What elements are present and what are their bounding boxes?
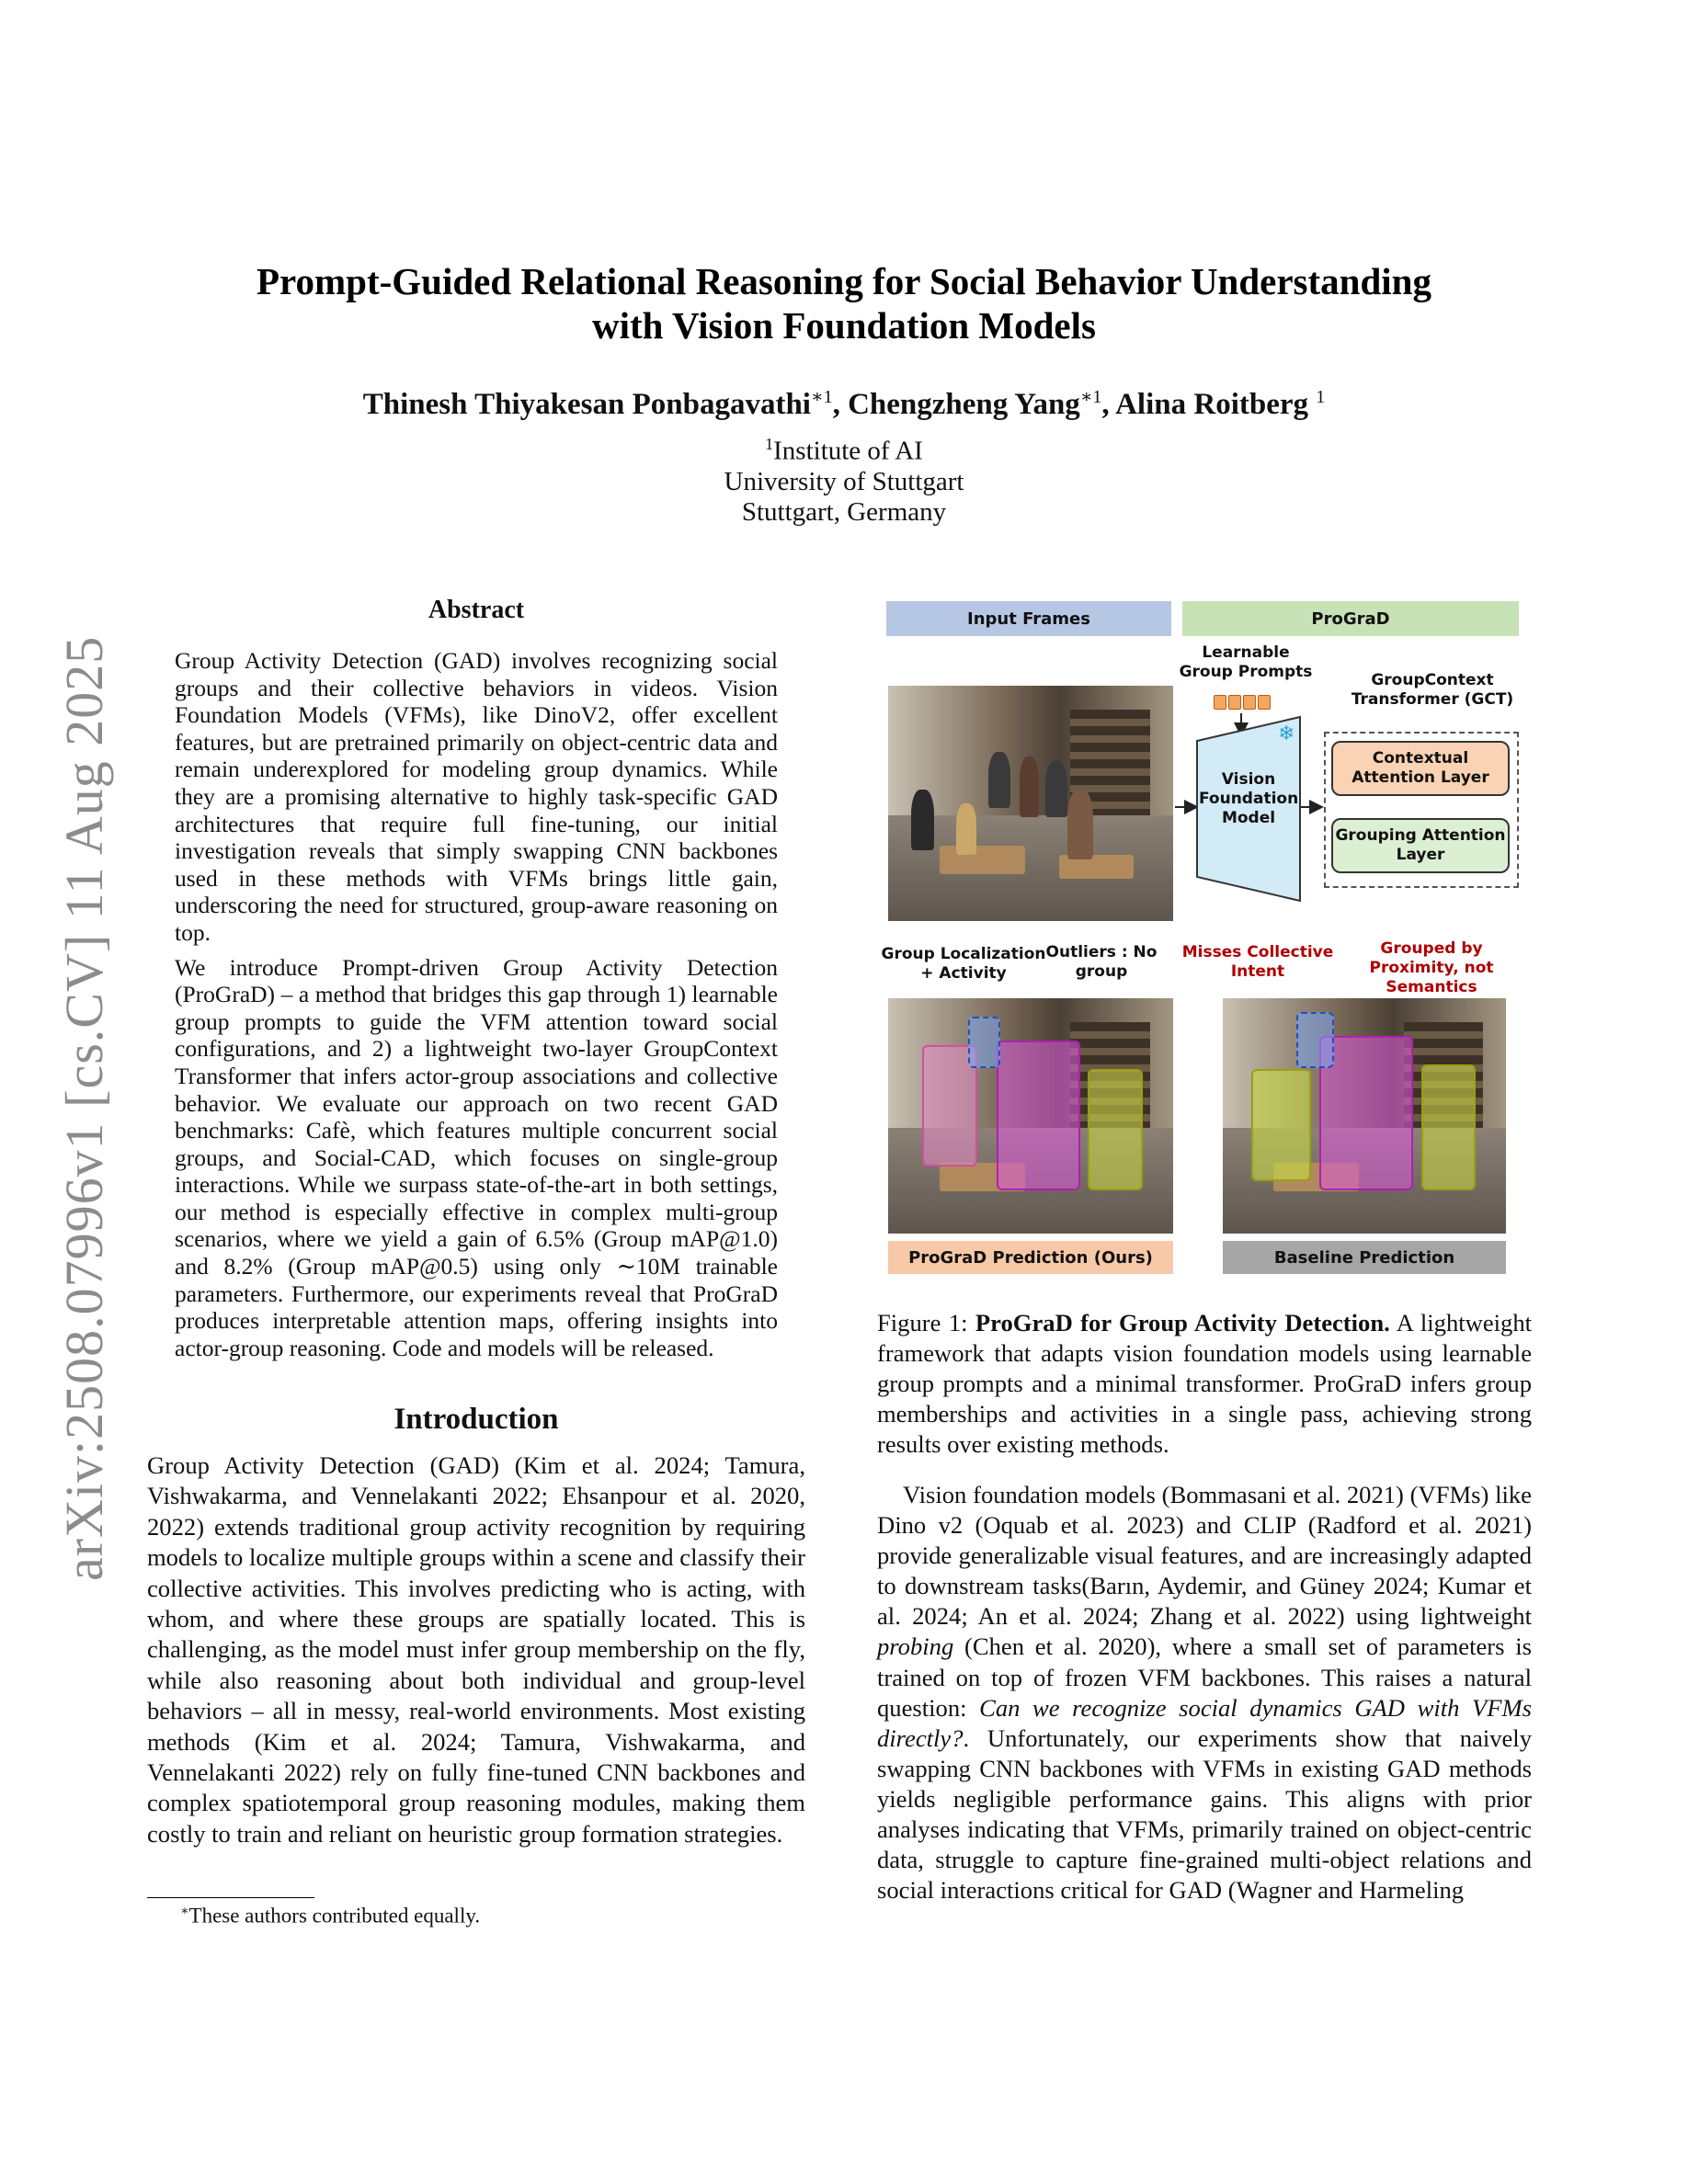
footnote-text: These authors contributed equally. [188,1904,481,1928]
prograd-label: ProGraD [1311,609,1390,629]
proximity-label: Grouped by Proximity, not Semantics [1369,939,1494,996]
author-1: Thinesh Thiyakesan Ponbagavathi [362,388,811,421]
prograd-prediction-image [888,998,1173,1234]
introduction-paragraph-1: Group Activity Detection (GAD) (Kim et al. 2024; Tamura, Vishwakarma, and Vennelakanti 2022; Ehsanpour et al. 2020, 2022) extends traditional group activity recognition by requiring models to localize multiple groups within a scene and classify their collective activities. This involves predicting who is acting, with whom, and where these groups are spatially located. This is challenging, as the model must infer group membership on the fly, while also reasoning about both individual and group-level behaviors – all in messy, real-world environments. Most existing methods (Kim et al. 2024; Tamura, Vishwakarma, and Vennelakanti 2022) rely on fully fine-tuned CNN backbones and complex spatiotemporal group reasoning modules, making them costly to train and reliant on heuristic group formation strategies. [147,1451,805,1848]
right-p1-part-b: (Chen et al. 2020), where a small set of parameters is trained on top of frozen VFM backbones. This raises a natural question: [877,1632,1532,1722]
affiliation-location: Stuttgart, Germany [741,496,947,527]
caption-bold: ProGraD for Group Activity Detection. [975,1309,1390,1337]
caption-text: A lightweight framework that adapts vision foundation models using learnable group prompts and a minimal transformer. ProGraD infers group memberships and activities in a single pass, achieving strong results over existing methods. [877,1309,1533,1458]
author-1-sup: ∗1 [810,387,833,407]
abstract-paragraph-1: Group Activity Detection (GAD) involves recognizing social groups and their collective behaviors in videos. Vision Foundation Models (VFMs), like DinoV2, offer excellent features, but are pretrained primarily on object-centric data and remain underexplored for modeling group dynamics. While they are a promising alternative to highly task-specific GAD architectures that require full fine-tuning, our initial investigation reveals that simply swapping CNN backbones used in these methods with VFMs brings little gain, underscoring the need for structured, group-aware reasoning on top. [175,647,778,946]
figure-caption [877,1308,1532,1460]
author-2: Chengzheng Yang [848,388,1080,421]
author-3-sup: 1 [1316,387,1326,407]
author-3: Alina Roitberg [1115,388,1309,421]
abstract-body [175,647,778,1369]
abstract-heading: Abstract [428,596,525,624]
right-p1-question: Can we recognize social dynamics GAD with VFMs directly? [877,1693,1532,1752]
right-p1-probing: probing [877,1632,954,1661]
author-list: Thinesh Thiyakesan Ponbagavathi$^{∗1}$, Chengzheng Yang$^{∗1}$, Alina Roitberg $^1$ [362,387,1326,421]
outliers-label: Outliers : No group [1045,943,1158,981]
affiliation-university: University of Stuttgart [724,466,964,496]
introduction-heading: Introduction [393,1403,559,1436]
right-p1-part-c: . Unfortunately, our experiments show that naively swapping CNN backbones with VFMs in existing GAD methods yields negligible performance gains. This aligns with prior analyses indicating that VFMs, primarily trained on object-centric data, struggle to capture fine-grained multi-object relations and social interactions critical for GAD (Wagner and Harmeling [877,1723,1532,1905]
footnote [180,1904,480,1928]
title-line-1: Prompt-Guided Relational Reasoning for Social Behavior Understanding [257,260,1431,302]
vfm-label: Vision Foundation Model [1199,770,1299,827]
introduction-body [147,1450,805,1849]
affiliation-institute: Institute of AI [773,436,923,466]
affiliation [138,429,1550,528]
contextual-attention-layer: Contextual Attention Layer [1331,741,1510,796]
baseline-caption-bar: Baseline Prediction [1223,1241,1506,1274]
footnote-sup: ∗ [180,1905,189,1918]
author-2-sup: ∗1 [1079,387,1102,407]
affiliation-sup: 1 [765,435,774,453]
right-p1-part-a: Vision foundation models (Bommasani et al. 2021) (VFMs) like Dino v2 (Oquab et al. 2023) and CLIP (Radford et al. 2021) provide generalizable visual features, and are increasingly adapted to downstream tasks(Barın, Aydemir, and Güney 2024; Kumar et al. 2024; An et al. 2024; Zhang et al. 2022) using lightweight [877,1481,1532,1631]
grouping-attention-layer: Grouping Attention Layer [1331,818,1510,873]
learnable-prompts-label: Learnable Group Prompts [1179,643,1313,681]
caption-label: Figure 1: [877,1309,968,1337]
frozen-icon: ❄ [1278,722,1295,745]
right-column-body [877,1480,1532,1905]
arxiv-stamp: arXiv:2508.07996v1 [cs.CV] 11 Aug 2025 [54,635,114,1581]
input-frames-label: Input Frames [967,609,1090,629]
baseline-prediction-image [1223,998,1506,1234]
abstract-paragraph-2: We introduce Prompt-driven Group Activity Detection (ProGraD) – a method that bridges this gap through 1) learnable group prompts to guide the VFM attention toward social configurations, and 2) a lightweight two-layer GroupContext Transformer that infers actor-group associations and collective behavior. We evaluate our approach on two recent GAD benchmarks: Cafè, which features multiple concurrent social groups, and Social-CAD, which focuses on single-group interactions. While we surpass state-of-the-art in both settings, our method is especially effective in complex multi-group scenarios, where we yield a gain of 6.5% (Group mAP@1.0) and 8.2% (Group mAP@0.5) using only ∼10M trainable parameters. Furthermore, our experiments reveal that ProGraD produces interpretable attention maps, offering insights into actor-group reasoning. Code and models will be released. [175,953,778,1361]
misses-intent-label: Misses Collective Intent [1181,943,1334,981]
footnote-rule [147,1897,314,1898]
title-line-2: with Vision Foundation Models [592,304,1096,347]
figure-1 [881,597,1524,1287]
right-paragraph-1 [877,1480,1532,1905]
group-localization-label: Group Localization + Activity [881,945,1046,983]
gct-label: GroupContext Transformer (GCT) [1351,671,1514,709]
paper-title [138,259,1550,347]
ours-caption-bar: ProGraD Prediction (Ours) [888,1241,1173,1274]
